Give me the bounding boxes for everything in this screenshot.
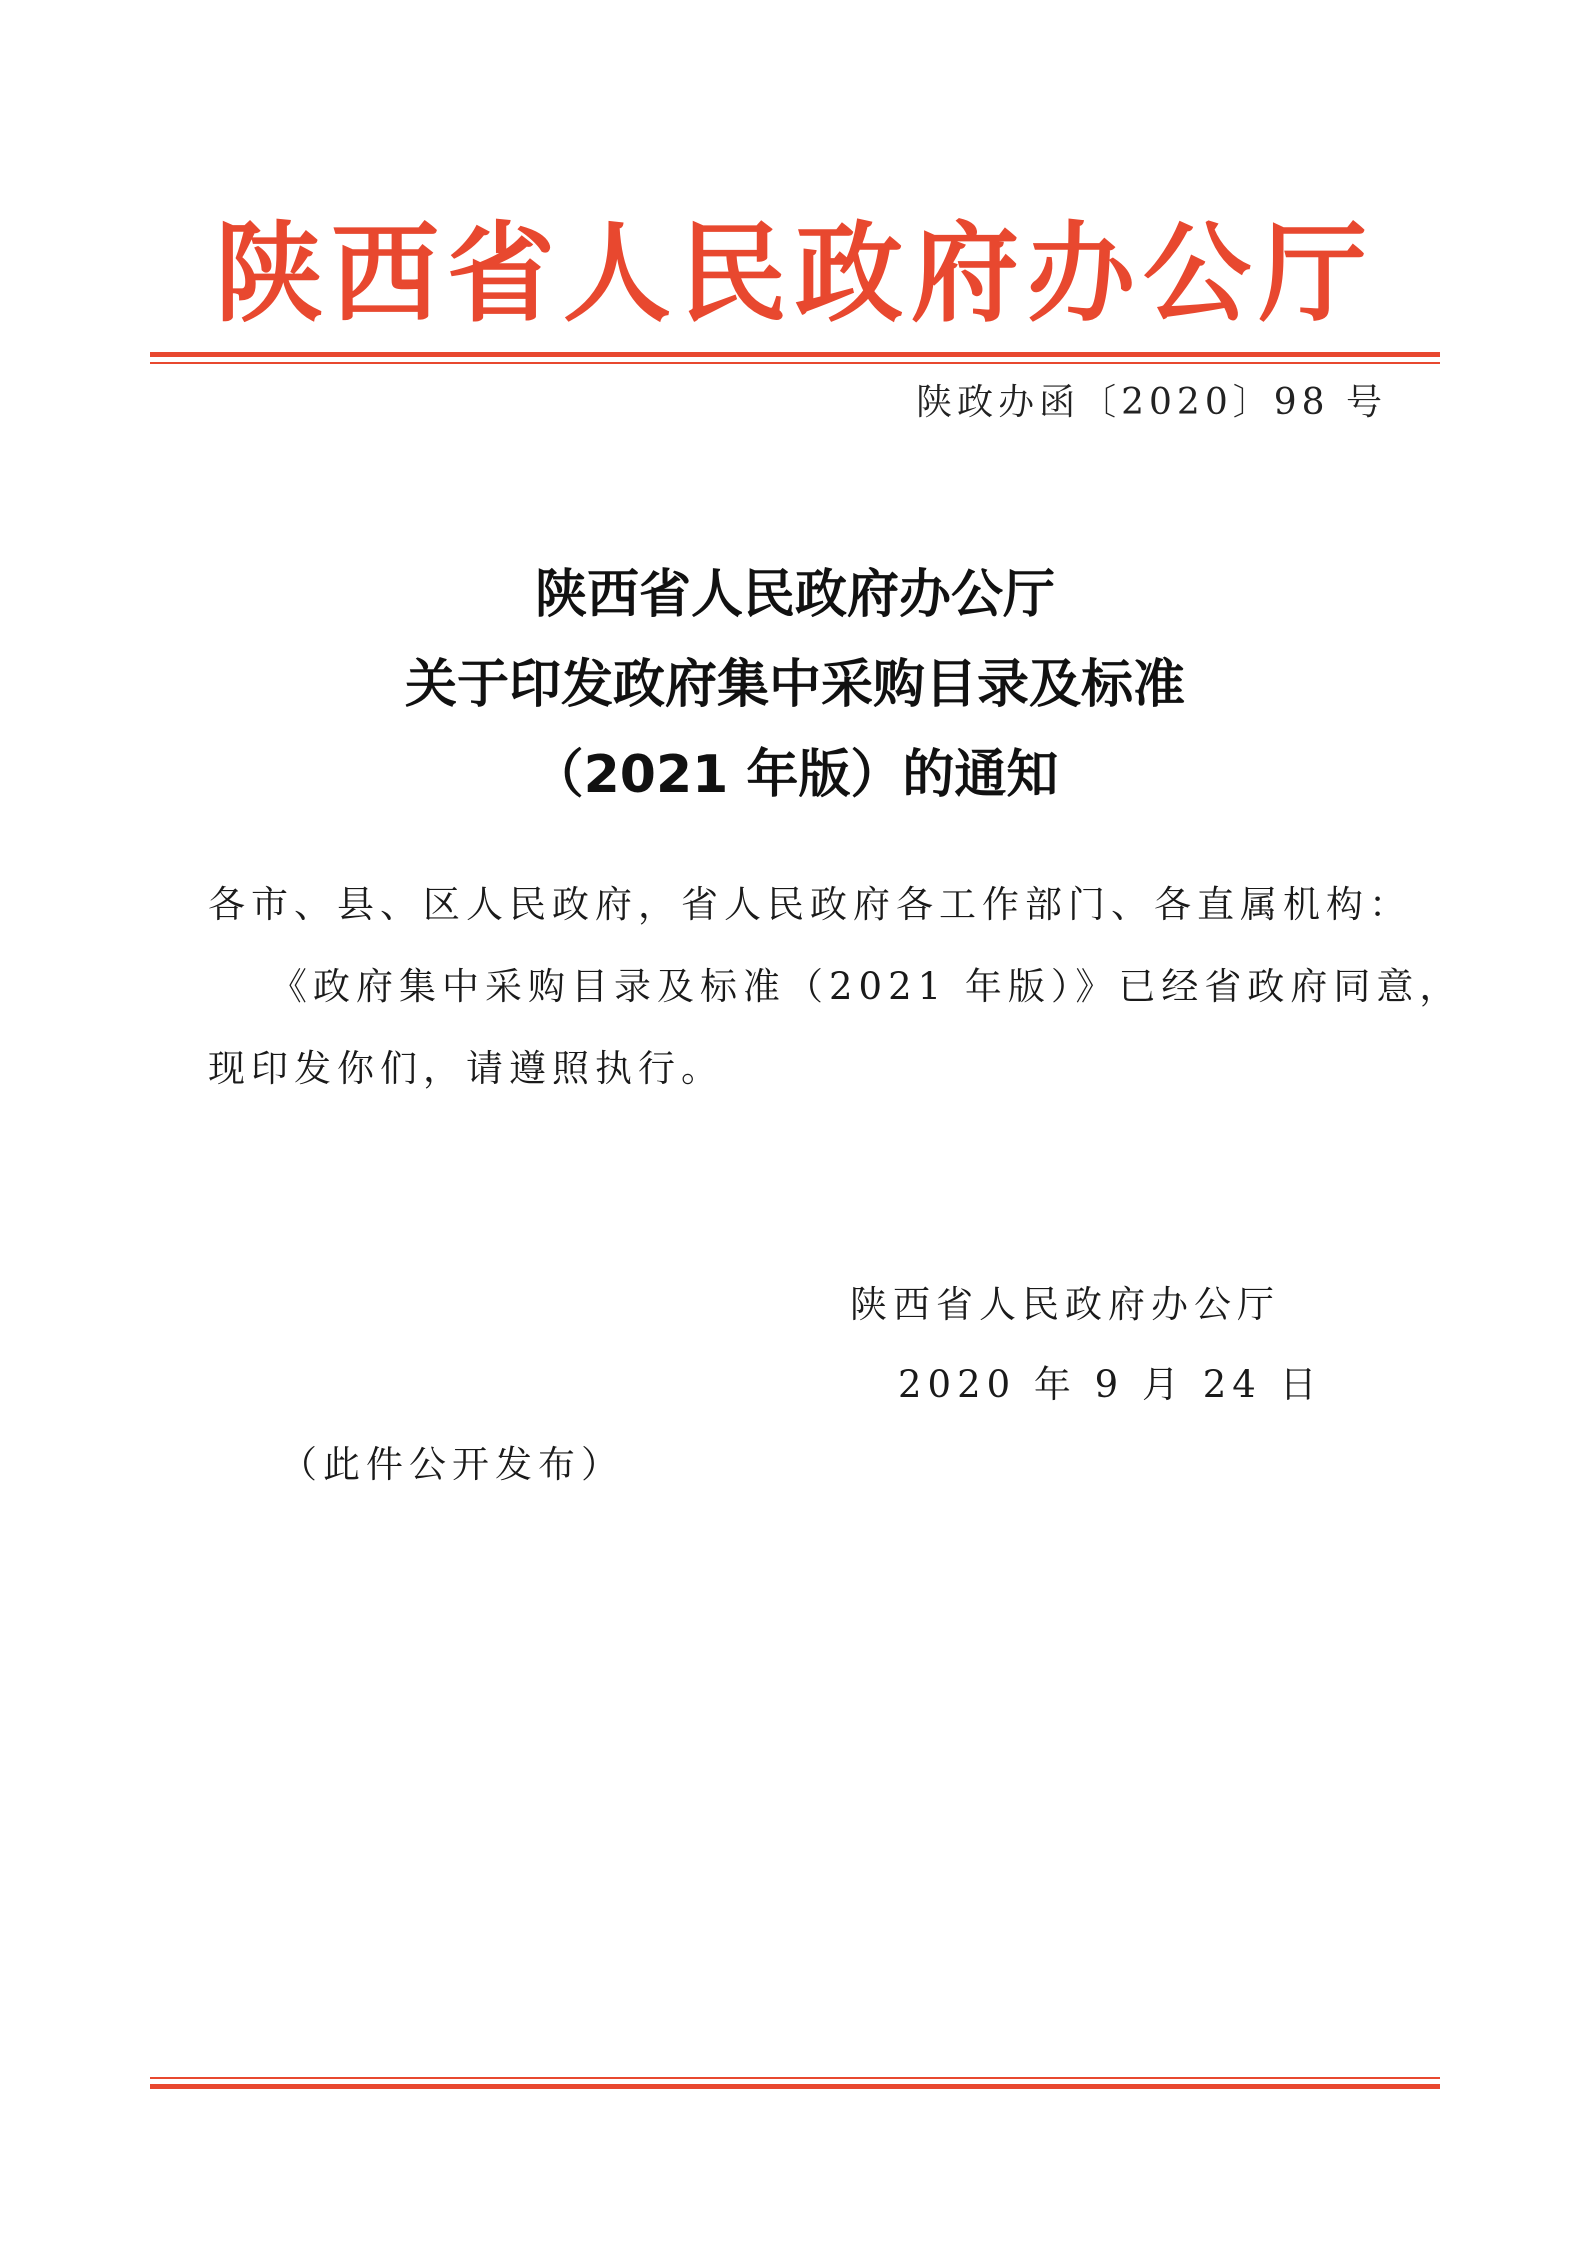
publication-note: （此件公开发布） xyxy=(280,1443,624,1486)
footer-divider-thick xyxy=(150,2084,1440,2089)
masthead-divider-thick xyxy=(150,352,1440,357)
signature-date: 2020 年 9 月 24 日 xyxy=(898,1363,1323,1406)
body-paragraph-line-1: 《政府集中采购目录及标准（2021 年版）》已经省政府同意， xyxy=(270,965,1463,1008)
masthead-divider-thin xyxy=(150,362,1440,364)
document-title-line-3: （2021 年版）的通知 xyxy=(531,745,1059,805)
document-number: 陕政办函〔2020〕98 号 xyxy=(916,382,1387,423)
salutation: 各市、县、区人民政府，省人民政府各工作部门、各直属机构： xyxy=(208,883,1412,926)
signature-organization: 陕西省人民政府办公厅 xyxy=(850,1283,1280,1326)
document-title-line-2: 关于印发政府集中采购目录及标准 xyxy=(404,655,1185,715)
masthead-title: 陕西省人民政府办公厅 xyxy=(214,212,1375,337)
body-paragraph-line-2: 现印发你们，请遵照执行。 xyxy=(208,1047,724,1090)
footer-divider-thin xyxy=(150,2077,1440,2079)
document-title-line-1: 陕西省人民政府办公厅 xyxy=(534,565,1055,625)
